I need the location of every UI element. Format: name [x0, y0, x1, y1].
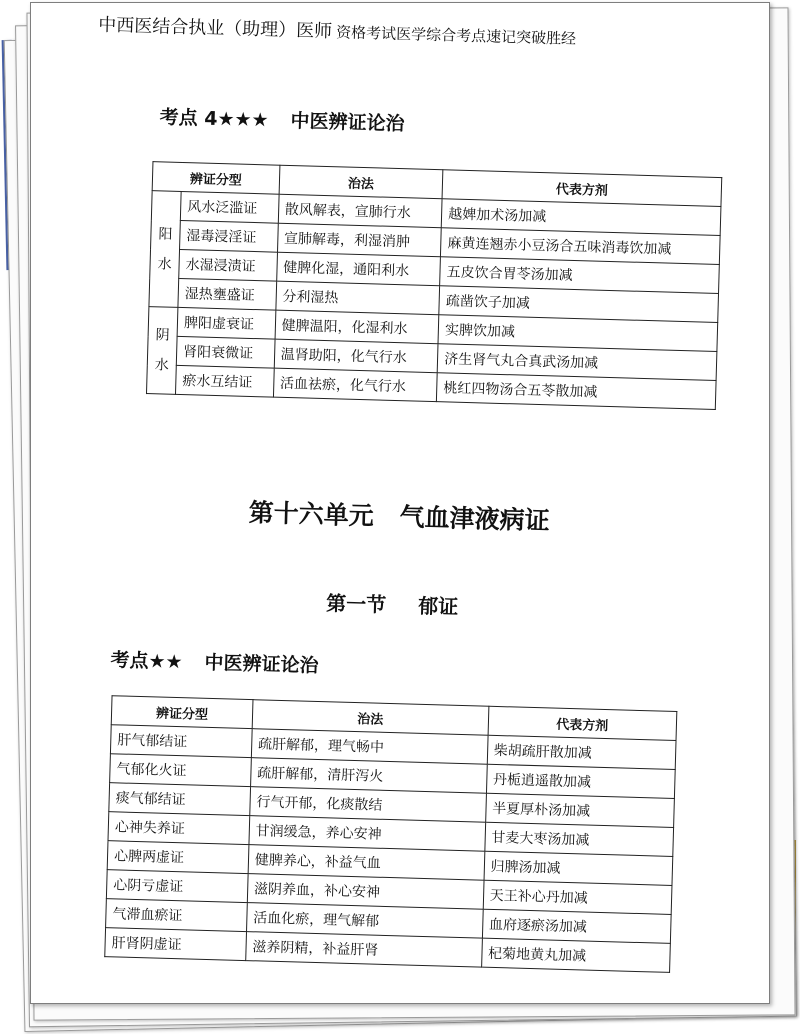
method-cell: 疏肝解郁，清肝泻火 — [250, 758, 487, 794]
syndrome-cell: 瘀水互结证 — [175, 365, 273, 397]
book-page — [30, 2, 770, 1004]
formula-cell: 济生肾气丸合真武汤加减 — [437, 344, 717, 381]
method-cell: 滋养阴精，补益肝肾 — [246, 932, 483, 968]
kaodian-title: 中医辨证论治 — [290, 109, 405, 136]
header-formula: 代表方剂 — [442, 170, 722, 207]
syndrome-cell: 湿热壅盛证 — [178, 278, 276, 310]
group-yinshui: 阴水 — [146, 307, 177, 395]
formula-cell: 越婢加术汤加减 — [441, 199, 721, 236]
header-method: 治法 — [279, 165, 443, 199]
formula-cell: 归脾汤加减 — [484, 851, 673, 885]
syndrome-cell: 痰气郁结证 — [109, 783, 251, 816]
method-cell: 健脾化湿，通阳利水 — [276, 252, 440, 286]
running-header-subtitle: 资格考试医学综合考点速记突破胜经 — [335, 23, 577, 48]
syndrome-cell: 气滞血瘀证 — [106, 899, 248, 932]
unit-name: 气血津液病证 — [399, 502, 551, 536]
formula-cell: 麻黄连翘赤小豆汤合五味消毒饮加减 — [441, 228, 721, 265]
syndrome-cell: 肝肾阴虚证 — [105, 928, 247, 961]
method-cell: 疏肝解郁，理气畅中 — [251, 729, 488, 765]
kaodian-heading-2 — [110, 645, 319, 678]
method-cell: 行气开郁，化痰散结 — [250, 787, 487, 823]
section-number: 第一节 — [325, 591, 387, 617]
method-cell: 滋阴养血，补心安神 — [247, 874, 484, 910]
syndrome-cell: 心阴亏虚证 — [106, 870, 248, 903]
formula-cell: 杞菊地黄丸加减 — [481, 938, 670, 972]
method-cell: 甘润缓急，养心安神 — [249, 816, 486, 852]
formula-cell: 柴胡疏肝散加减 — [487, 735, 676, 769]
syndrome-cell: 风水泛滥证 — [180, 191, 278, 223]
method-cell: 分利湿热 — [276, 281, 440, 315]
method-cell: 健脾养心，补益气血 — [248, 845, 485, 881]
unit-number: 第十六单元 — [248, 497, 375, 531]
unit-heading — [248, 493, 550, 537]
section-heading — [326, 587, 459, 620]
syndrome-cell: 水湿浸渍证 — [179, 249, 277, 281]
running-header — [98, 11, 577, 50]
formula-cell: 桃红四物汤合五苓散加减 — [437, 373, 717, 410]
depression-syndrome-table — [104, 695, 677, 973]
syndrome-cell: 湿毒浸淫证 — [180, 220, 278, 252]
method-cell: 散风解表，宣肺行水 — [278, 194, 442, 228]
method-cell: 活血祛瘀，化气行水 — [273, 368, 437, 402]
formula-cell: 血府逐瘀汤加减 — [482, 909, 671, 943]
syndrome-cell: 肾阳衰微证 — [176, 336, 274, 368]
formula-cell: 甘麦大枣汤加减 — [484, 822, 673, 856]
method-cell: 温肾助阳，化气行水 — [274, 339, 438, 373]
syndrome-cell: 肝气郁结证 — [110, 725, 252, 758]
kaodian-label: 考点 4★★★ — [159, 106, 269, 132]
syndrome-cell: 心脾两虚证 — [107, 841, 249, 874]
formula-cell: 实脾饮加减 — [438, 315, 718, 352]
syndrome-cell: 心神失养证 — [108, 812, 250, 845]
kaodian-heading-1 — [159, 102, 405, 136]
running-header-title: 中西医结合执业（助理）医师 — [97, 14, 333, 43]
header-method: 治法 — [252, 700, 489, 736]
method-cell: 宣肺解毒，利湿消肿 — [277, 223, 441, 257]
header-syndrome: 辨证分型 — [111, 696, 253, 729]
formula-cell: 疏凿饮子加减 — [439, 286, 719, 323]
section-name: 郁证 — [417, 593, 459, 619]
syndrome-cell: 脾阳虚衰证 — [177, 307, 275, 339]
edema-syndrome-table — [146, 161, 722, 410]
kaodian-title: 中医辨证论治 — [204, 651, 319, 677]
page-content — [3, 0, 769, 1013]
syndrome-cell: 气郁化火证 — [110, 754, 252, 787]
formula-cell: 天王补心丹加减 — [483, 880, 672, 914]
formula-cell: 半夏厚朴汤加减 — [485, 793, 674, 827]
formula-cell: 五皮饮合胃苓汤加减 — [440, 257, 720, 294]
header-syndrome: 辨证分型 — [152, 162, 279, 195]
method-cell: 健脾温阳，化湿利水 — [275, 310, 439, 344]
kaodian-label: 考点★★ — [110, 649, 183, 674]
formula-cell: 丹栀逍遥散加减 — [486, 764, 675, 798]
method-cell: 活血化瘀，理气解郁 — [246, 903, 483, 939]
header-formula: 代表方剂 — [488, 706, 677, 740]
group-yangshui: 阳水 — [149, 191, 181, 308]
